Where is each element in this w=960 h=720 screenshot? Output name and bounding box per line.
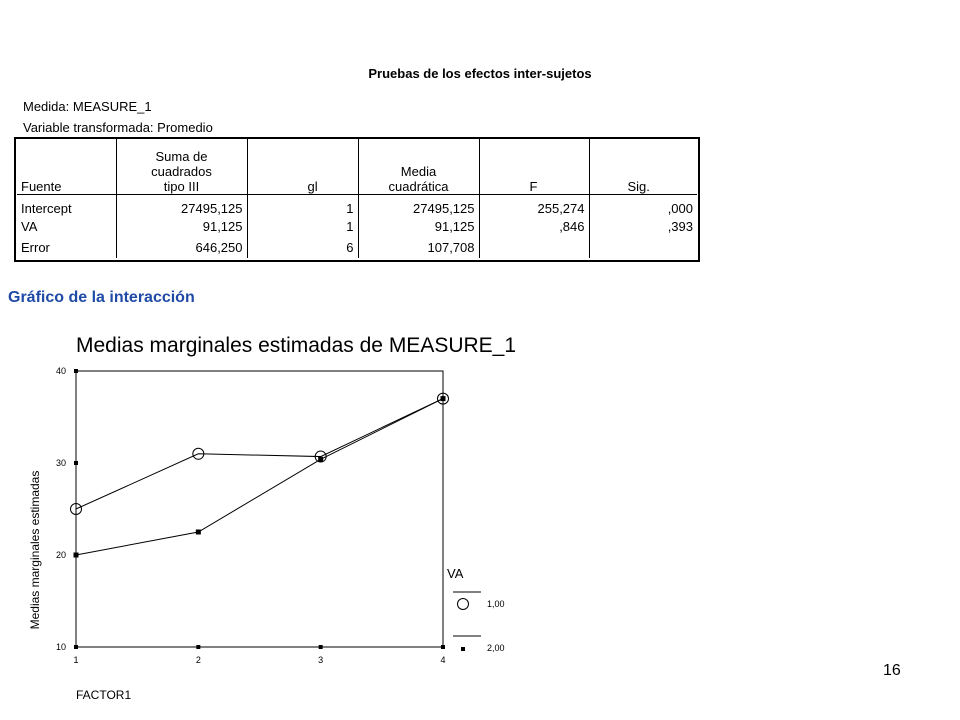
legend-label: 2,00 [487,643,505,653]
data-point-square [196,530,201,535]
cell-suma: 91,125 [116,216,247,237]
legend-label: 1,00 [487,599,505,609]
data-point-square [74,553,79,558]
cell-media: 107,708 [358,237,479,258]
header-f: F [479,138,589,195]
y-tick-mark [74,369,78,373]
x-tick-label: 4 [440,655,446,665]
series-line [76,399,443,509]
cell-gl: 6 [247,237,358,258]
cell-fuente: Error [21,240,50,255]
x-tick-label: 3 [318,655,324,665]
cell-fuente: VA [21,219,38,234]
x-tick-label: 1 [73,655,79,665]
y-tick-label: 20 [55,550,66,560]
table-row [17,195,697,217]
plot-frame [76,371,443,647]
table-row [17,237,697,258]
cell-suma: 27495,125 [116,195,247,217]
page-number: 16 [883,662,901,679]
x-tick-label: 2 [195,655,201,665]
legend-title: VA [447,566,464,581]
cell-suma: 646,250 [116,237,247,258]
header-suma: Suma de cuadrados tipo III [116,138,247,195]
y-tick-label: 40 [55,366,66,376]
cell-f [479,237,589,258]
x-tick-mark [441,645,445,649]
cell-gl: 1 [247,195,358,217]
cell-media: 91,125 [358,216,479,237]
section-title: Gráfico de la interacción [8,289,195,306]
legend-marker-circle [458,599,469,610]
x-tick-mark [74,645,78,649]
cell-sig: ,000 [589,195,697,217]
y-tick-label: 30 [55,458,66,468]
cell-media: 27495,125 [358,195,479,217]
x-axis-label: FACTOR1 [76,688,132,702]
header-media: Media cuadrática [358,138,479,195]
table-title: Pruebas de los efectos inter-sujetos [368,66,592,81]
x-tick-mark [196,645,200,649]
anova-table [17,138,697,258]
header-gl: gl [247,138,358,195]
cell-f: ,846 [479,216,589,237]
cell-fuente: Intercept [21,201,72,216]
transformed-variable-label: Variable transformada: Promedio [23,120,213,135]
header-sig: Sig. [589,138,697,195]
cell-gl: 1 [247,216,358,237]
interaction-chart [0,360,960,720]
series-line [76,399,443,555]
cell-sig: ,393 [589,216,697,237]
y-tick-mark [74,461,78,465]
y-axis-label: Medias marginales estimadas [28,470,42,630]
chart-title: Medias marginales estimadas de MEASURE_1 [76,334,517,357]
cell-sig [589,237,697,258]
cell-f: 255,274 [479,195,589,217]
data-point-square [441,396,446,401]
data-point-square [318,457,323,462]
header-fuente: Fuente [17,138,116,195]
legend-marker-square [461,647,465,651]
x-tick-mark [319,645,323,649]
measure-label: Medida: MEASURE_1 [23,99,152,114]
table-row [17,216,697,237]
table-header-row [17,138,697,195]
y-tick-label: 10 [55,642,66,652]
